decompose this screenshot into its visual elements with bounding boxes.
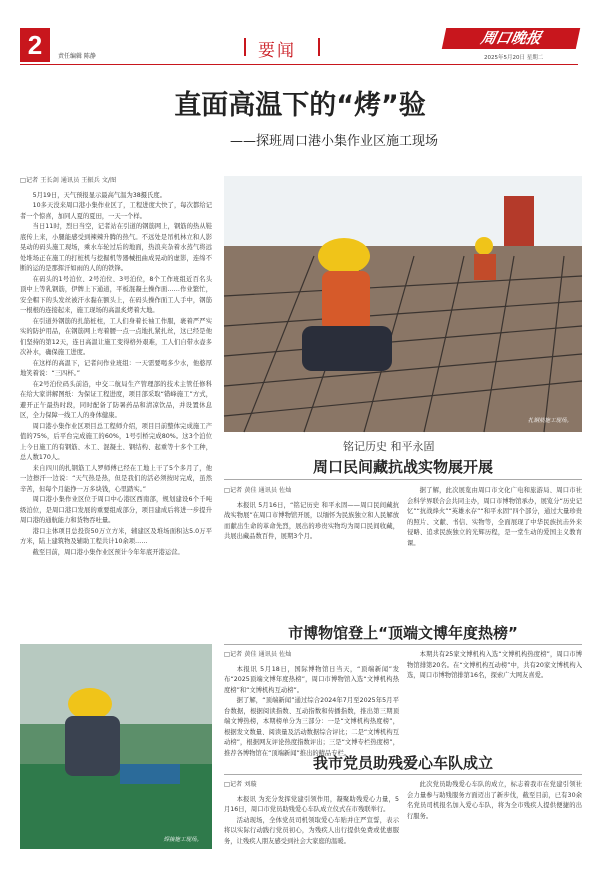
article3-paragraph: 据了解，“顶端新闻”通过综合2024年7月至2025年5月平台数据，根据阅读指数、互动指数和传播指数，推出第三期顶端文博热榜，本期榜单分为三部分：一是“文博机构热度榜”，根据发文数量、阅读量及活动数据综合评比；二是“文博机构互动榜”，根据网友评论热度指数评出；三是“文博专栏热度榜”，推荐各博物馆在“顶端新闻”推出的精品专栏。 <box>224 697 399 757</box>
masthead-rule <box>20 64 578 65</box>
masthead <box>0 0 600 78</box>
lead-article <box>20 176 212 638</box>
article4-paragraph: 活动现场，全体党员司机领取爱心车贴并庄严宣誓，表示将以实际行动践行党员初心，为残疾人出行提供免费或优惠服务，让残疾人朋友感受到社会大家庭的温暖。 <box>224 816 399 845</box>
article2-byline: □记者 黄佳 通讯员 佐灿 <box>224 487 292 494</box>
main-photo-caption: 扎钢筋施工现场。 <box>527 418 572 424</box>
main-photo <box>224 176 582 432</box>
lead-paragraph: 在码头的1号泊位、2号泊位、3号泊位，8个工作班组近百名头顶中上等乳钢筋，伊牌上下通道，平板混凝土操作面……作业繁忙，安全帽下的头发丝被汗水黏在额头上，在码头操作面工人手中，钢筋一根根的连接起来，施工现场的高温炙烤着大地。 <box>20 275 212 314</box>
issue-date: 2025年5月20日 星期二 <box>484 55 544 61</box>
lead-subheadline: ——探班周口港小集作业区施工现场 <box>230 134 439 149</box>
article3-col2 <box>407 650 582 752</box>
article3-paragraph: 本期共有25家文博机构入选“文博机构热度榜”，周口市博物馆排第20名。在“文博机构互动榜”中，共有20家文博机构入选，周口市博物馆排第16名，探索广大网友喜爱。 <box>407 651 582 679</box>
lead-paragraph: 周口港小集作业区项目总工程师介绍，项目目前整体完成施工产值的75%，后平台完成施工的60%，1号引桥完成80%。这3个泊位上今日施工的有钢筋、木工、混凝土、钢结构、起重等十多个工种，总人数170人。 <box>20 422 212 461</box>
lead-paragraph: 来自四川的扎钢筋工人罗师傅已经在工地上干了5个多月了，他一边擦汗一边说：“天气热是热，但是我们的活必须按时完成，虽然辛苦，但每个月能挣一万多块钱，心里踏实。” <box>20 464 212 493</box>
lead-paragraph: 当日11时，烈日当空，记者站在引道的钢筋网上，钢筋的热从鞋底传上来，小腿能感受到辣辣升腾的热气。不远处是吊机林立和人影晃动的码头施工现场，乘水车轮过后的地面，热浪夹杂着水蒸气将远处堆场正在施工的打桩机与挖掘机等器械扭曲成晃动的虚影，连绵不断的运的是那挥汗如雨的人的的铁锋。 <box>20 223 212 272</box>
article4-col2 <box>407 780 582 860</box>
article2-col1 <box>224 486 399 606</box>
lead-paragraph: 港口主体项目总投资50万立方米，辅建区及堆场面积达5.0万平方米，陆上建筑物及辅助工程共计10余项…… <box>20 527 212 545</box>
section-divider-right <box>318 38 320 56</box>
article2-col2 <box>407 486 582 606</box>
secondary-photo <box>20 644 212 849</box>
article4-byline: □记者 刘璇 <box>224 781 257 788</box>
article2-kicker: 铭记历史 和平永固 <box>343 440 435 453</box>
secondary-photo-caption: 焊接施工现场。 <box>163 837 202 843</box>
lead-paragraph: 周口港小集作业区位于周口中心港区西南部，规划建设6个千吨级泊位，是周口港口发展的重要组成部分，项目建成后将进一步提升周口港的通航能力和货物吞吐量。 <box>20 496 212 524</box>
newspaper-logo: 周口晚报 <box>442 28 580 49</box>
page-number: 2 <box>20 28 50 62</box>
article4-paragraph: 本报讯 为充分发挥党建引领作用，凝聚助残爱心力量，5月16日，周口市党员助残爱心车队成立仪式在市残联举行。 <box>224 795 399 813</box>
lead-byline: □记者 王长剑 通讯员 王振兵 文/图 <box>20 177 117 184</box>
article4-rule <box>224 774 582 775</box>
article3-title: 市博物馆登上“顶端文博年度热榜” <box>288 624 518 642</box>
editor-credit: 责任编辑 陈静 <box>58 53 96 60</box>
lead-paragraph: 在2号泊位码头前沿，中交二航局生产管理部的技术主管任修科在给大家讲解图纸：为保证工程进度，项目部采取“错峰施工”方式，避开正午最热时段，同时配备了防暑药品和清凉饮品，并设置休息区，全力保障一线工人的身体健康。 <box>20 380 212 419</box>
article2-paragraph: 本报讯 5月16日，“铭记历史 和平永固——周口民间藏抗战实物展”在周口市博物馆开展，以缅怀为民族独立和人民解放而献出生命的革命先烈，展出的珍贵实物均为周口民间收藏，共展出藏品数百件，展期3个月。 <box>224 501 399 540</box>
lead-paragraph: 在这样的高温下，记者问作业班组：一天需要喝多少水，他憨厚地笑着说：“三四杯。” <box>20 359 212 377</box>
section-title: 要闻 <box>258 41 296 61</box>
article4-col1 <box>224 780 399 860</box>
section-divider-left <box>244 38 246 56</box>
article3-byline: □记者 黄佳 通讯员 佐灿 <box>224 651 292 658</box>
article3-paragraph: 本报讯 5月18日，国际博物馆日当天，“顶端新闻”发布“2025顶端文博年度热榜”，周口市博物馆入选“文博机构热度榜”和“文博机构互动榜”。 <box>224 665 399 694</box>
lead-paragraph: 在引道外钢筋的扎筋桩柱，工人们身着长袖工作服，裹着严严实实的防护用品，在钢筋网上弯着腰一点一点地扎紧扎丝，这已经是他们坚持的第12天，连日高温让施工变得格外艰难，工人们自带水壶多次补水，确保施工进度。 <box>20 317 212 356</box>
article3-col1 <box>224 650 399 757</box>
lead-paragraph: 5月19日，天气预报显示最高气温为38摄氏度。 <box>32 191 166 199</box>
article3-rule <box>224 644 582 645</box>
lead-paragraph: 10多天没来周口港小集作业区了，工程进度大快了，每次都给记者一个惊喜，加同人夏的夏田，一天一个样。 <box>20 202 212 220</box>
lead-paragraph: 截至目前，周口港小集作业区预计今年年底开港运营。 <box>32 548 184 556</box>
article4-paragraph: 此次党员助残爱心车队的成立，标志着我市在党建引领社会力量参与助残服务方面迈出了新步伐，截至目前，已有30余名党员司机报名加入爱心车队，将为全市残疾人提供便捷的出行服务。 <box>407 781 582 820</box>
article4-title: 我市党员助残爱心车队成立 <box>312 754 493 772</box>
article2-rule <box>224 479 582 480</box>
article2-title: 周口民间藏抗战实物展开展 <box>312 458 493 476</box>
article2-paragraph: 据了解，此次展览由周口市文化广电和旅游局、周口市社会科学界联合会共同主办，周口市博物馆承办，展览分“历史记忆”“抗战烽火”“英雄永存”“和平永固”四个部分，通过大量珍贵的照片、文献、书信、实物等，全面展现了中华民族抗击外来侵略、追求民族独立的光辉历程，是一堂生动的爱国主义教育课。 <box>407 487 582 547</box>
lead-headline: 直面高温下的“烤”验 <box>174 90 426 121</box>
